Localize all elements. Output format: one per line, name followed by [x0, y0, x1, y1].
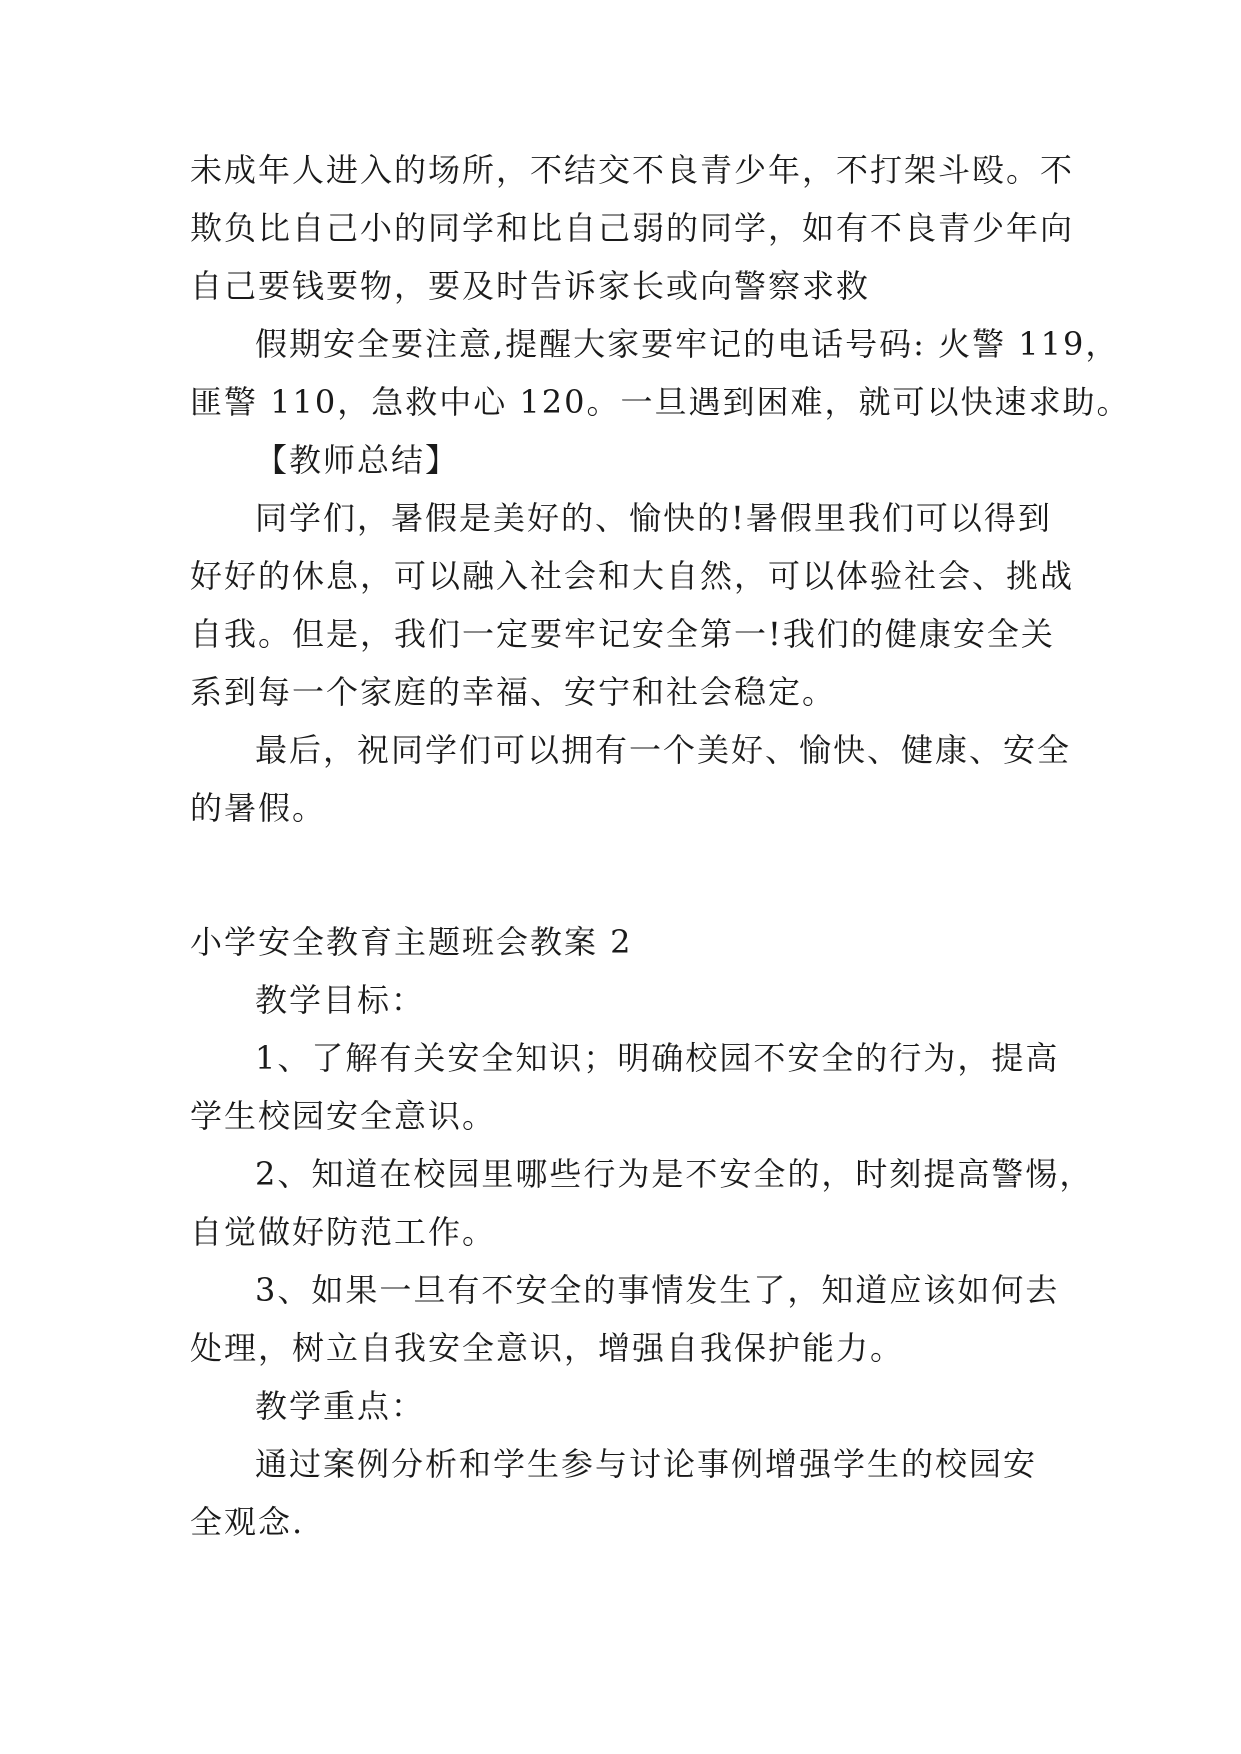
paragraph-line: 最后，祝同学们可以拥有一个美好、愉快、健康、安全: [255, 731, 1072, 769]
heading-teacher-summary: 【教师总结】: [255, 441, 460, 479]
paragraph-line: 假期安全要注意,提醒大家要牢记的电话号码: 火警 119，: [255, 325, 1120, 363]
section-title: 小学安全教育主题班会教案 2: [190, 923, 633, 961]
paragraph-line: 2、知道在校园里哪些行为是不安全的，时刻提高警惕，: [255, 1155, 1094, 1193]
paragraph-line: 自觉做好防范工作。: [190, 1213, 497, 1251]
paragraph-line: 自我。但是，我们一定要牢记安全第一!我们的健康安全关: [190, 615, 1055, 653]
paragraph-line: 未成年人进入的场所，不结交不良青少年，不打架斗殴。不: [190, 151, 1075, 189]
paragraph-line: 3、如果一旦有不安全的事情发生了，知道应该如何去: [255, 1271, 1060, 1309]
paragraph-line: 通过案例分析和学生参与讨论事例增强学生的校园安: [255, 1445, 1038, 1483]
heading-teaching-goals: 教学目标：: [255, 981, 426, 1019]
paragraph-line: 匪警 110，急救中心 120。一旦遇到困难，就可以快速求助。: [190, 383, 1131, 421]
paragraph-line: 的暑假。: [190, 789, 327, 827]
paragraph-line: 自己要钱要物，要及时告诉家长或向警察求救: [190, 267, 871, 305]
paragraph-line: 1、了解有关安全知识；明确校园不安全的行为，提高: [255, 1039, 1060, 1077]
paragraph-line: 全观念.: [190, 1503, 305, 1541]
paragraph-line: 学生校园安全意识。: [190, 1097, 497, 1135]
paragraph-line: 同学们，暑假是美好的、愉快的!暑假里我们可以得到: [255, 499, 1052, 537]
paragraph-line: 处理，树立自我安全意识，增强自我保护能力。: [190, 1329, 905, 1367]
heading-teaching-focus: 教学重点：: [255, 1387, 426, 1425]
paragraph-line: 欺负比自己小的同学和比自己弱的同学，如有不良青少年向: [190, 209, 1075, 247]
paragraph-line: 系到每一个家庭的幸福、安宁和社会稳定。: [190, 673, 837, 711]
paragraph-line: 好好的休息，可以融入社会和大自然，可以体验社会、挑战: [190, 557, 1075, 595]
